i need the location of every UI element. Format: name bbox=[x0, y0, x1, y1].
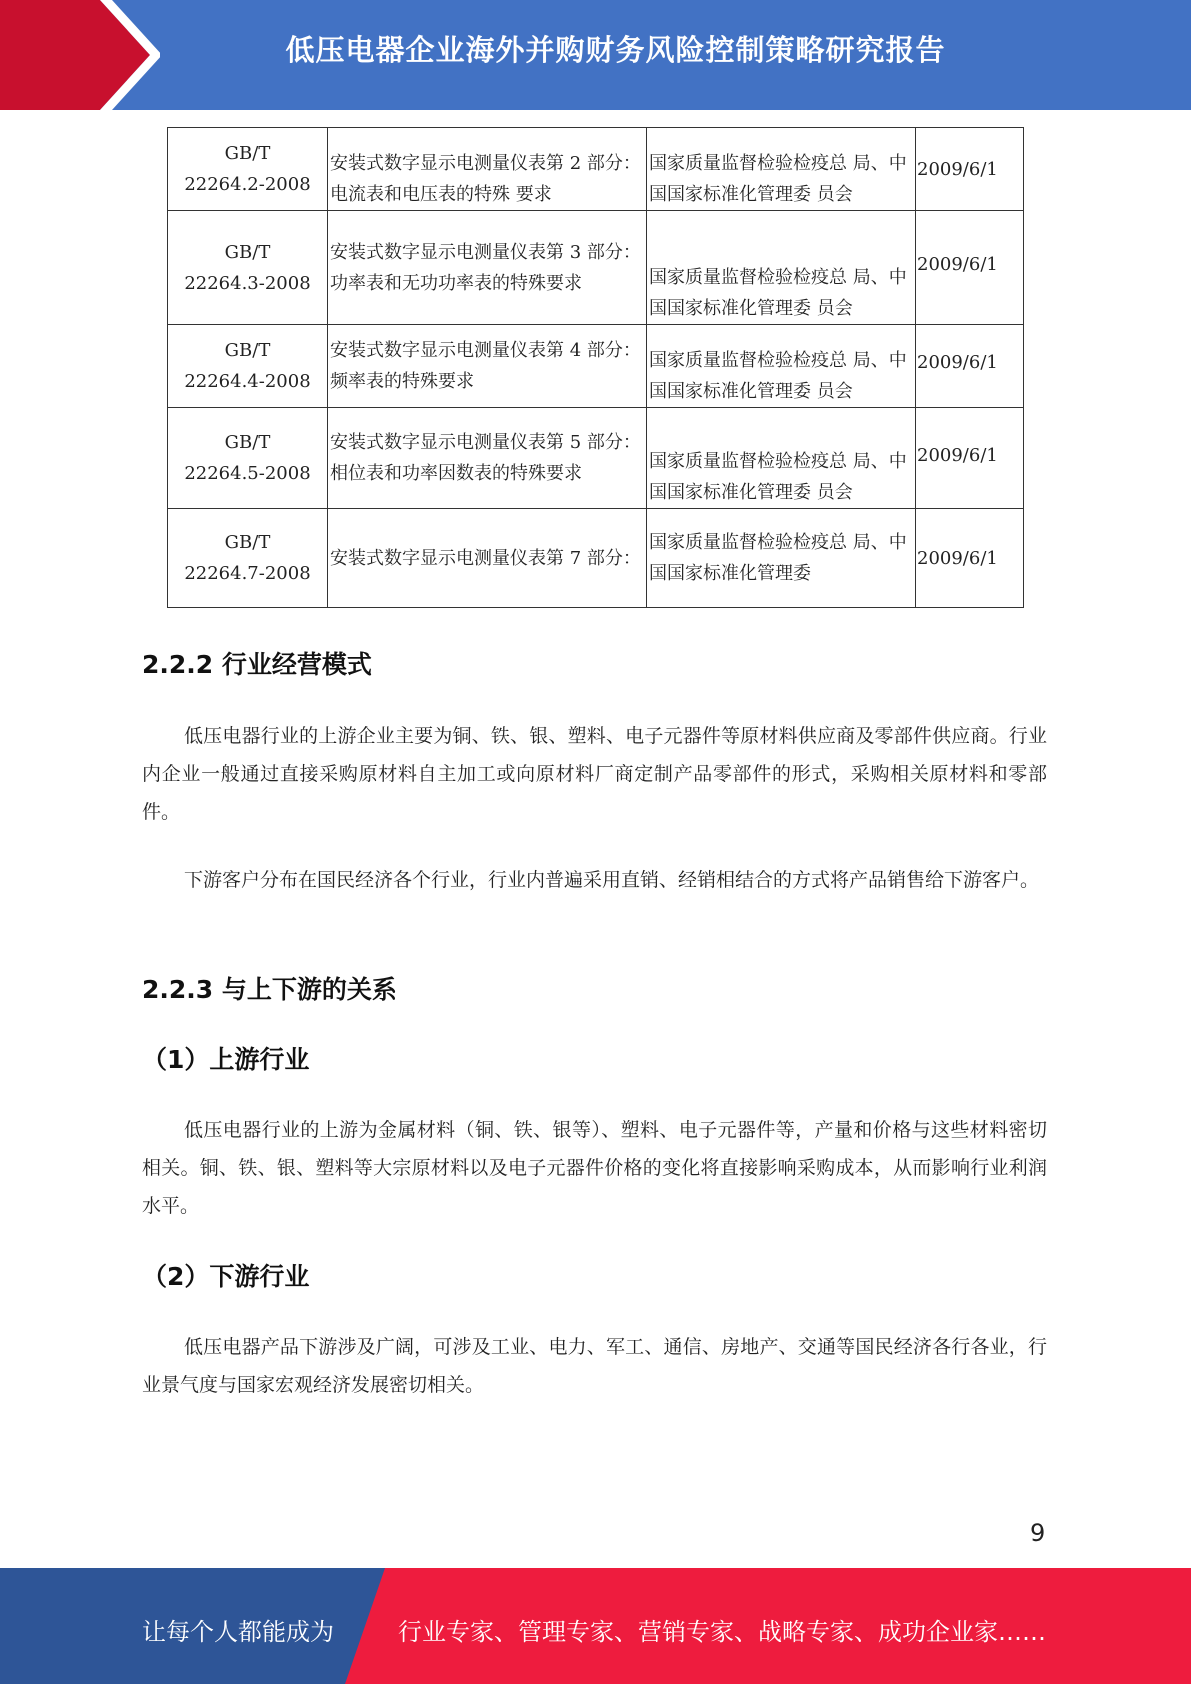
standard-code: GB/T 22264.4-2008 bbox=[168, 325, 328, 408]
section-heading-2-2-3: 2.2.3 与上下游的关系 bbox=[142, 975, 397, 1004]
footer-slogan-left: 让每个人都能成为 bbox=[142, 1618, 334, 1646]
standard-date: 2009/6/1 bbox=[916, 509, 1024, 608]
standard-org: 国家质量监督检验检疫总 局、中国国家标准化管理委 员会 bbox=[647, 128, 916, 211]
document-title: 低压电器企业海外并购财务风险控制策略研究报告 bbox=[285, 33, 946, 67]
standard-date: 2009/6/1 bbox=[916, 325, 1024, 408]
standard-org: 国家质量监督检验检疫总 局、中国国家标准化管理委 员会 bbox=[647, 408, 916, 509]
standard-org: 国家质量监督检验检疫总 局、中国国家标准化管理委 员会 bbox=[647, 325, 916, 408]
table-row bbox=[168, 509, 1024, 608]
subheading-upstream: （1）上游行业 bbox=[142, 1045, 310, 1074]
page-number: 9 bbox=[1030, 1519, 1046, 1547]
paragraph-business-model-1: 低压电器行业的上游企业主要为铜、铁、银、塑料、电子元器件等原材料供应商及零部件供应商。行业内企业一般通过直接采购原材料自主加工或向原材料厂商定制产品零部件的形式，采购相关原材料和零部件。 bbox=[142, 725, 1047, 823]
standard-title: 安装式数字显示电测量仪表第 3 部分：功率表和无功功率表的特殊要求 bbox=[328, 211, 647, 325]
standard-code: GB/T 22264.7-2008 bbox=[168, 509, 328, 608]
standard-code: GB/T 22264.3-2008 bbox=[168, 211, 328, 325]
page-header bbox=[0, 0, 1191, 110]
standard-org: 国家质量监督检验检疫总 局、中国国家标准化管理委 员会 bbox=[647, 211, 916, 325]
paragraph-business-model-2: 下游客户分布在国民经济各个行业，行业内普遍采用直销、经销相结合的方式将产品销售给下游客户。 bbox=[184, 869, 1040, 891]
table-row bbox=[168, 128, 1024, 211]
standard-code: GB/T 22264.2-2008 bbox=[168, 128, 328, 211]
standard-title: 安装式数字显示电测量仪表第 5 部分：相位表和功率因数表的特殊要求 bbox=[328, 408, 647, 509]
subheading-downstream: （2）下游行业 bbox=[142, 1262, 310, 1291]
standard-title: 安装式数字显示电测量仪表第 2 部分：电流表和电压表的特殊 要求 bbox=[328, 128, 647, 211]
standard-org: 国家质量监督检验检疫总 局、中国国家标准化管理委 bbox=[647, 509, 916, 608]
table-row bbox=[168, 211, 1024, 325]
standard-date: 2009/6/1 bbox=[916, 211, 1024, 325]
standard-date: 2009/6/1 bbox=[916, 408, 1024, 509]
standard-code: GB/T 22264.5-2008 bbox=[168, 408, 328, 509]
paragraph-downstream: 低压电器产品下游涉及广阔，可涉及工业、电力、军工、通信、房地产、交通等国民经济各行各业，行业景气度与国家宏观经济发展密切相关。 bbox=[142, 1336, 1047, 1396]
standards-table bbox=[167, 127, 1024, 608]
standard-title: 安装式数字显示电测量仪表第 7 部分： bbox=[328, 509, 647, 608]
standard-title: 安装式数字显示电测量仪表第 4 部分：频率表的特殊要求 bbox=[328, 325, 647, 408]
section-heading-2-2-2: 2.2.2 行业经营模式 bbox=[142, 650, 372, 679]
table-row bbox=[168, 325, 1024, 408]
paragraph-upstream: 低压电器行业的上游为金属材料（铜、铁、银等）、塑料、电子元器件等，产量和价格与这些材料密切相关。铜、铁、银、塑料等大宗原材料以及电子元器件价格的变化将直接影响采购成本，从而影响行业利润水平。 bbox=[142, 1119, 1047, 1217]
standard-date: 2009/6/1 bbox=[916, 128, 1024, 211]
table-row bbox=[168, 408, 1024, 509]
footer-slogan-right: 行业专家、管理专家、营销专家、战略专家、成功企业家…… bbox=[398, 1618, 1046, 1646]
